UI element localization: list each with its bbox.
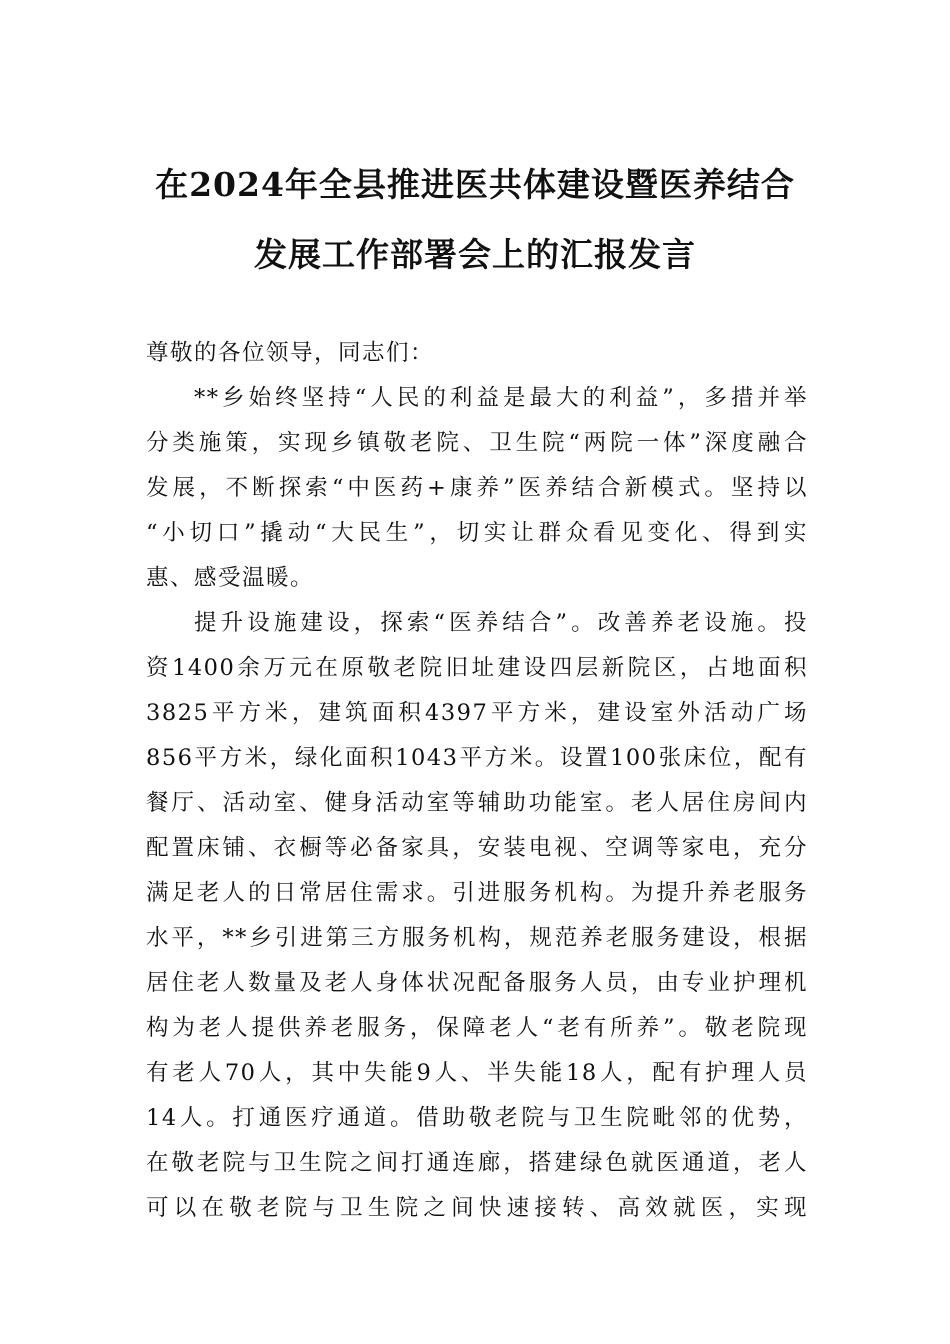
- paragraph-line: 在敬老院与卫生院之间打通连廊，搭建绿色就医通道，老人: [146, 1150, 808, 1176]
- paragraph-line: 构为老人提供养老服务，保障老人“老有所养”。敬老院现: [146, 1015, 808, 1041]
- paragraph-1: [146, 376, 808, 601]
- paragraph-line: **乡始终坚持“人民的利益是最大的利益”，多措并举: [194, 385, 808, 411]
- paragraph-line: “小切口”撬动“大民生”，切实让群众看见变化、得到实: [146, 520, 808, 546]
- paragraph-line: 14人。打通医疗通道。借助敬老院与卫生院毗邻的优势，: [146, 1105, 808, 1131]
- paragraph-line: 提升设施建设，探索“医养结合”。改善养老设施。投: [194, 610, 808, 636]
- document-title-line-1: 在2024年全县推进医共体建设暨医养结合: [155, 165, 795, 204]
- paragraph-line: 水平，**乡引进第三方服务机构，规范养老服务建设，根据: [146, 925, 808, 951]
- paragraph-line: 惠、感受温暖。: [146, 565, 315, 591]
- paragraph-line: 资1400余万元在原敬老院旧址建设四层新院区，占地面积: [146, 655, 808, 681]
- paragraph-line: 856平方米，绿化面积1043平方米。设置100张床位，配有: [146, 745, 808, 771]
- paragraph-line: 配置床铺、衣橱等必备家具，安装电视、空调等家电，充分: [146, 835, 808, 861]
- paragraph-line: 满足老人的日常居住需求。引进服务机构。为提升养老服务: [146, 880, 808, 906]
- paragraph-line: 分类施策，实现乡镇敬老院、卫生院“两院一体”深度融合: [146, 430, 808, 456]
- paragraph-line: 3825平方米，建筑面积4397平方米，建设室外活动广场: [146, 700, 808, 726]
- paragraph-line: 有老人70人，其中失能9人、半失能18人，配有护理人员: [146, 1060, 808, 1086]
- paragraph-line: 发展，不断探索“中医药+康养”医养结合新模式。坚持以: [146, 475, 808, 501]
- document-title-line-2: 发展工作部署会上的汇报发言: [254, 235, 696, 274]
- paragraph-2: [146, 601, 808, 1231]
- paragraph-line: 餐厅、活动室、健身活动室等辅助功能室。老人居住房间内: [146, 790, 808, 816]
- salutation: 尊敬的各位领导，同志们：: [146, 340, 435, 366]
- document-body: [146, 331, 808, 1231]
- paragraph-line: 居住老人数量及老人身体状况配备服务人员，由专业护理机: [146, 970, 808, 996]
- paragraph-line: 可以在敬老院与卫生院之间快速接转、高效就医，实现: [146, 1195, 808, 1221]
